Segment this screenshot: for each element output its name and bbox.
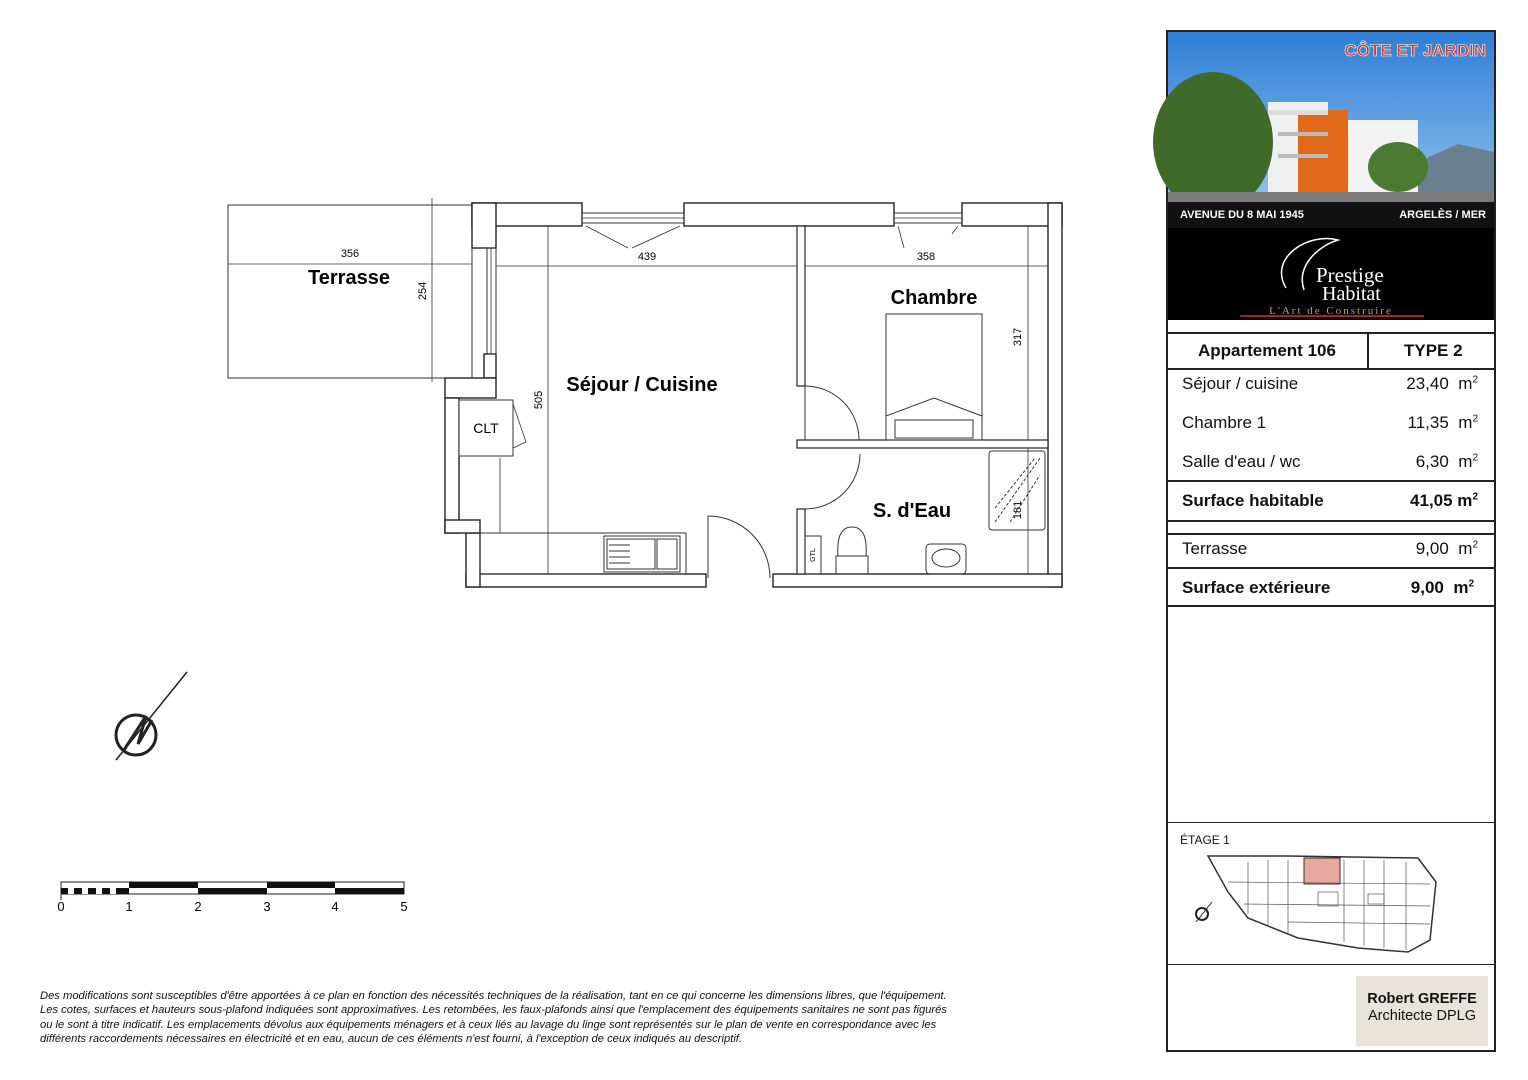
area-exp: 2	[1472, 413, 1478, 425]
banner-city: ARGELÈS / MER	[1399, 209, 1486, 221]
surface-habitable-value: 41,05 m	[1410, 491, 1473, 510]
architect-box	[1356, 976, 1488, 1046]
architect-name: Robert GREFFE	[1367, 991, 1477, 1007]
north-arrow-icon	[116, 672, 187, 760]
brand-logo	[1168, 228, 1494, 320]
sdeau-depth-dim: 181	[1012, 500, 1024, 520]
area-unit: m	[1458, 374, 1473, 393]
scale-label-4: 4	[331, 899, 339, 914]
sejour-width-dim: 439	[637, 251, 657, 263]
floor-label: ÉTAGE 1	[1180, 833, 1230, 847]
gtl-label: GTL	[810, 548, 817, 562]
scale-label-1: 1	[125, 899, 133, 914]
terrasse-width-dim: 356	[340, 248, 360, 260]
area-exp: 2	[1472, 452, 1478, 464]
terrasse-depth-dim: 254	[417, 281, 429, 301]
chambre-depth-dim: 317	[1012, 327, 1024, 347]
terrasse-row-unit: m	[1458, 539, 1473, 558]
terrasse-row-value: 9,00	[1415, 539, 1449, 558]
sdeau-label: S. d'Eau	[872, 500, 952, 522]
area-value: 23,40	[1406, 374, 1449, 393]
bed	[886, 314, 982, 440]
scale-label-0: 0	[57, 899, 65, 914]
scale-label-2: 2	[194, 899, 202, 914]
surface-exterieure-value: 9,00	[1410, 578, 1444, 597]
clt-label: CLT	[473, 420, 499, 436]
disclaimer-line: Des modifications sont susceptibles d'être apportées à ce plan en fonction des nécessités techniques de la réalisation, tant en ce qui concerne les dimensions libres, que l'équipement.	[40, 990, 947, 1002]
sejour-depth-dim: 505	[533, 390, 545, 410]
scale-label-3: 3	[263, 899, 271, 914]
brand-line2: Habitat	[1322, 283, 1381, 305]
disclaimer-line: Les cotes, surfaces et hauteurs sous-plafond indiquées sont approximatives. Les retombées, les faux-plafonds ainsi que l'emplacement des équipements sanitaires ne sont pas figurés	[40, 1004, 947, 1017]
disclaimer	[40, 989, 1080, 1047]
apartment-type: TYPE 2	[1404, 341, 1463, 360]
terrasse-label: Terrasse	[308, 267, 390, 289]
apartment-number: Appartement 106	[1198, 341, 1336, 360]
banner-title: CÔTE ET JARDIN	[1344, 41, 1486, 60]
area-exp: 2	[1472, 374, 1478, 386]
terrasse-row-exp: 2	[1472, 539, 1478, 551]
surface-habitable-label: Surface habitable	[1182, 491, 1324, 510]
chambre-width-dim: 358	[916, 251, 936, 263]
brand-tagline: L'Art de Construire	[1269, 305, 1393, 317]
brand-line1: Prestige	[1316, 263, 1384, 287]
sejour-label: Séjour / Cuisine	[566, 374, 718, 396]
surface-habitable-exp: 2	[1472, 491, 1478, 503]
terrasse-area	[228, 205, 472, 378]
chambre-label: Chambre	[890, 287, 978, 309]
washbasin	[926, 544, 966, 574]
banner-address: AVENUE DU 8 MAI 1945	[1180, 209, 1304, 221]
area-unit: m	[1458, 413, 1473, 432]
scale-bar	[57, 882, 407, 914]
area-label: Salle d'eau / wc	[1182, 452, 1301, 471]
floor-key-plan	[1168, 822, 1494, 962]
kitchen-counter	[480, 533, 686, 574]
info-panel	[1166, 30, 1496, 1052]
disclaimer-line: différents raccordements nécessaires en électricité et en eau, aucun de ces éléments n'est fourni, à l'exception de ceux indiqués au descriptif.	[40, 1033, 743, 1046]
area-value: 6,30	[1415, 452, 1449, 471]
area-label: Séjour / cuisine	[1182, 374, 1299, 393]
area-unit: m	[1458, 452, 1473, 471]
scale-label-5: 5	[400, 899, 408, 914]
disclaimer-line: ou le sont à titre indicatif. Les emplacements dévolus aux équipements ménagers et à ceux liés au lavage du linge sont représentés sur le plan de vente en correspondance avec les	[40, 1018, 937, 1031]
project-banner	[1168, 32, 1494, 228]
surface-exterieure-unit: m	[1453, 578, 1469, 597]
terrasse-row-label: Terrasse	[1182, 539, 1248, 558]
toilet	[836, 527, 868, 574]
surface-exterieure-label: Surface extérieure	[1182, 578, 1331, 597]
architect-title: Architecte DPLG	[1368, 1008, 1476, 1024]
area-value: 11,35	[1407, 413, 1449, 432]
area-label: Chambre 1	[1182, 413, 1267, 432]
surface-exterieure-exp: 2	[1468, 578, 1474, 590]
